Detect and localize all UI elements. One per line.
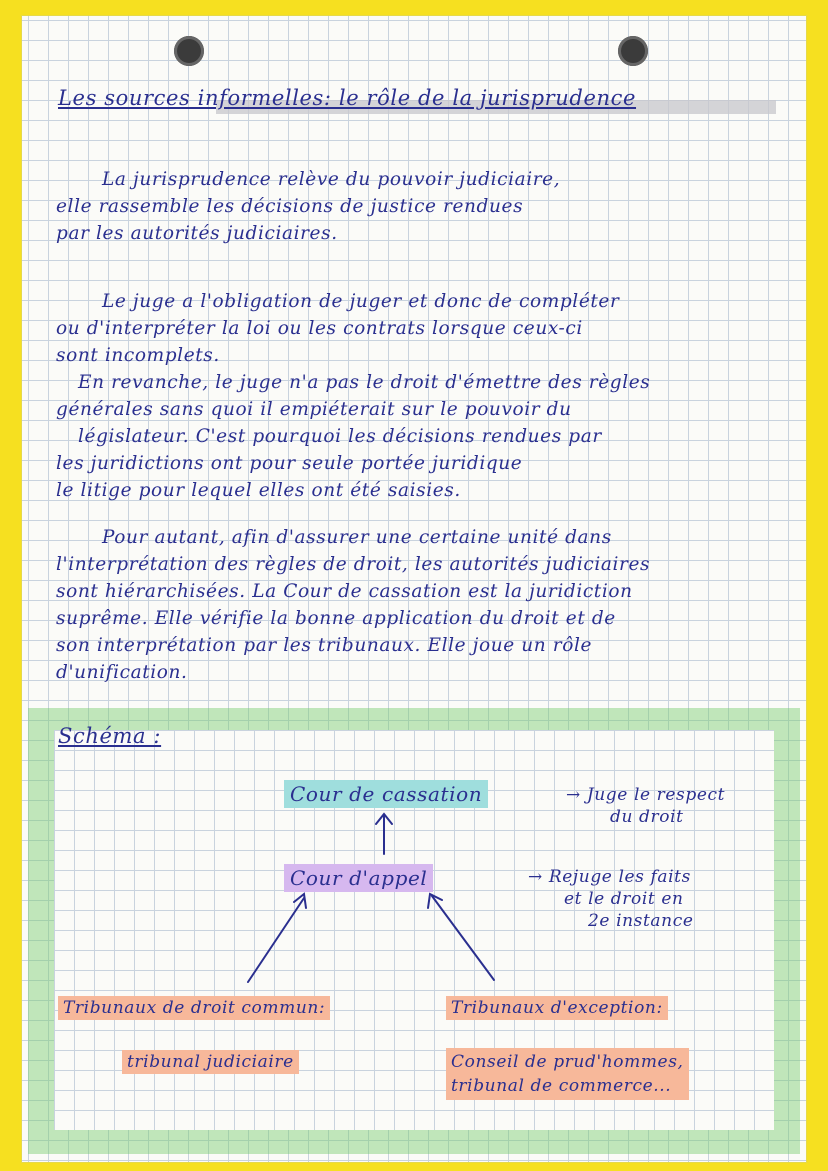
cassation-note: [566, 784, 725, 828]
schema-label: Schéma :: [58, 724, 162, 748]
text-line: La jurisprudence relève du pouvoir judiciaire,: [102, 169, 561, 190]
text-line: d'unification.: [56, 662, 188, 683]
text-line: Le juge a l'obligation de juger et donc de compléter: [102, 291, 620, 312]
paragraph-3: [56, 524, 796, 686]
text-line: En revanche, le juge n'a pas le droit d'émettre des règles: [78, 372, 651, 393]
text-line: générales sans quoi il empiéterait sur le pouvoir du: [56, 399, 572, 420]
exception-item: tribunal de commerce...: [451, 1076, 672, 1096]
text-line: suprême. Elle vérifie la bonne application du droit et de: [56, 608, 616, 629]
exception-item: Conseil de prud'hommes,: [451, 1052, 684, 1072]
text-line: elle rassemble les décisions de justice rendues: [56, 196, 524, 217]
cour-d-appel-box: Cour d'appel: [284, 864, 433, 892]
text-line: législateur. C'est pourquoi les décisions rendues par: [78, 426, 602, 447]
exception-list: [446, 1048, 689, 1100]
tribunaux-droit-commun-label: Tribunaux de droit commun:: [58, 996, 330, 1020]
note-line: du droit: [610, 807, 684, 827]
tribunaux-exception-label: Tribunaux d'exception:: [446, 996, 668, 1020]
text-line: l'interprétation des règles de droit, les autorités judiciaires: [56, 554, 651, 575]
notebook-page: [22, 16, 806, 1162]
paragraph-2: [56, 288, 796, 504]
text-line: Pour autant, afin d'assurer une certaine unité dans: [102, 527, 612, 548]
note-line: 2e instance: [588, 911, 694, 931]
punch-hole-left: [174, 36, 204, 66]
page-title: Les sources informelles: le rôle de la jurisprudence: [58, 86, 637, 110]
text-line: sont hiérarchisées. La Cour de cassation est la juridiction: [56, 581, 633, 602]
text-line: les juridictions ont pour seule portée juridique: [56, 453, 523, 474]
text-line: le litige pour lequel elles ont été saisies.: [56, 480, 461, 501]
note-line: → Juge le respect: [566, 785, 726, 805]
text-line: par les autorités judiciaires.: [56, 223, 338, 244]
punch-hole-right: [618, 36, 648, 66]
text-line: sont incomplets.: [56, 345, 220, 366]
note-line: → Rejuge les faits: [528, 867, 691, 887]
text-line: ou d'interpréter la loi ou les contrats lorsque ceux-ci: [56, 318, 583, 339]
appel-note: [528, 866, 694, 932]
note-line: et le droit en: [564, 889, 684, 909]
text-line: son interprétation par les tribunaux. Elle joue un rôle: [56, 635, 593, 656]
tribunal-judiciaire-label: tribunal judiciaire: [122, 1050, 299, 1074]
cour-de-cassation-box: Cour de cassation: [284, 780, 488, 808]
paragraph-1: [56, 166, 796, 247]
